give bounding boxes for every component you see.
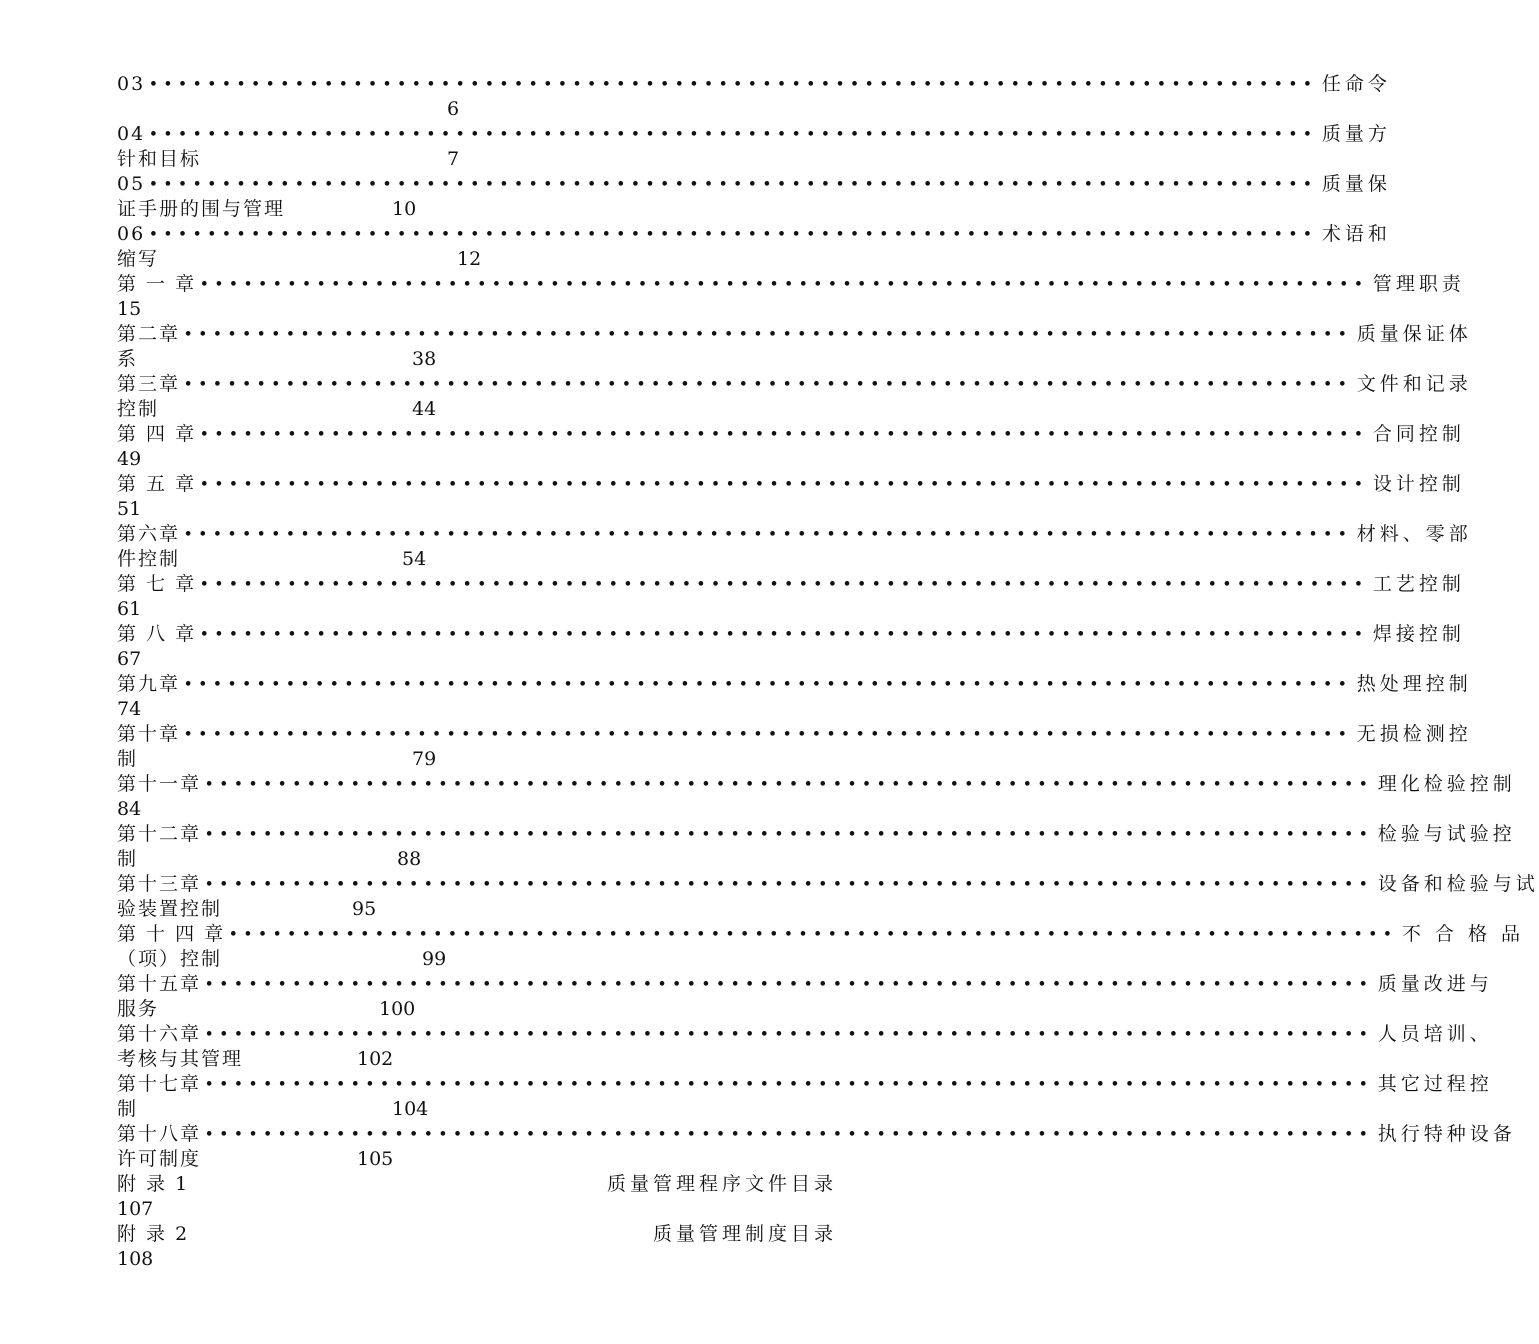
toc-entry-number: 第二章	[117, 323, 181, 345]
toc-leader-dots: ••••••••••••••••••••••••••••••••••••••••••••••••••••••••••••••••••••••••••••••••	[205, 1127, 1374, 1142]
toc-entry-continuation	[117, 897, 837, 922]
toc-entry-continuation	[117, 447, 837, 472]
toc-entry-line	[117, 122, 1391, 147]
toc-entry-title: 理化检验控制	[1377, 773, 1516, 795]
toc-entry-title: 工艺控制	[1372, 573, 1465, 595]
toc-entry-title-continued: 考核与其管理	[117, 1048, 244, 1070]
toc-entry-number: 第十二章	[117, 823, 202, 845]
toc-entry-number: 附 录 2	[117, 1223, 190, 1245]
toc-entry-number: 第三章	[117, 373, 181, 395]
toc-entry[interactable]	[117, 1222, 837, 1272]
toc-leader-dots: ••••••••••••••••••••••••••••••••••••••••••••••••••••••••••••••••••••••••••••••••	[205, 827, 1374, 842]
toc-entry-number: 第十六章	[117, 1023, 202, 1045]
toc-page-number: 108	[117, 1248, 154, 1270]
toc-entry-title: 无损检测控	[1356, 723, 1472, 745]
toc-leader-dots: ••••••••••••••••••••••••••••••••••••••••••••••••••••••••••••••••••••••••••••••••	[205, 977, 1374, 992]
toc-entry-line	[117, 872, 1539, 897]
toc-entry-line	[117, 672, 1472, 697]
toc-entry-continuation	[117, 247, 837, 272]
toc-entry-continuation	[117, 1197, 837, 1222]
toc-page-number: 105	[357, 1148, 394, 1170]
toc-entry[interactable]	[117, 822, 1516, 872]
toc-page-number: 102	[357, 1048, 394, 1070]
toc-entry-continuation	[117, 697, 837, 722]
toc-entry-line	[117, 422, 1465, 447]
toc-entry-title: 质量保	[1321, 173, 1391, 195]
toc-entry[interactable]	[117, 122, 1391, 172]
toc-entry-number: 05	[117, 173, 146, 195]
toc-entry-number: 03	[117, 73, 146, 95]
toc-entry-continuation	[117, 1097, 837, 1122]
toc-leader-dots: ••••••••••••••••••••••••••••••••••••••••••••••••••••••••••••••••••••••••••••••••	[184, 327, 1353, 342]
toc-entry-line	[117, 1022, 1493, 1047]
toc-entry-continuation	[117, 347, 837, 372]
toc-entry-title: 焊接控制	[1372, 623, 1465, 645]
toc-entry-line	[117, 572, 1465, 597]
toc-entry-title: 人员培训、	[1377, 1023, 1493, 1045]
toc-entry-number: 第 四 章	[117, 423, 197, 445]
toc-entry-number: 第十七章	[117, 1073, 202, 1095]
toc-entry-continuation	[117, 197, 837, 222]
toc-entry-title-continued: 制	[117, 748, 139, 770]
toc-entry-title: 设计控制	[1372, 473, 1465, 495]
toc-entry-number: 第 一 章	[117, 273, 197, 295]
toc-entry-title: 术语和	[1321, 223, 1391, 245]
toc-page-number: 107	[117, 1198, 154, 1220]
toc-entry-continuation	[117, 147, 837, 172]
toc-leader-dots: ••••••••••••••••••••••••••••••••••••••••••••••••••••••••••••••••••••••••••••••••	[205, 877, 1374, 892]
toc-entry-line	[117, 1122, 1516, 1147]
toc-entry-number: 第十八章	[117, 1123, 202, 1145]
toc-leader-dots: ••••••••••••••••••••••••••••••••••••••••••••••••••••••••••••••••••••••••••••••••	[229, 927, 1398, 942]
toc-entry-title: 其它过程控	[1377, 1073, 1493, 1095]
toc-entry-line	[117, 1072, 1493, 1097]
toc-entry-number: 第 八 章	[117, 623, 197, 645]
toc-entry-line	[117, 772, 1516, 797]
toc-entry-title: 质量保证体	[1356, 323, 1472, 345]
toc-entry-line	[117, 722, 1472, 747]
toc-page-number: 51	[117, 498, 142, 520]
toc-entry-title-continued: 验装置控制	[117, 898, 223, 920]
toc-leader-dots: ••••••••••••••••••••••••••••••••••••••••••••••••••••••••••••••••••••••••••••••••	[200, 477, 1369, 492]
toc-leader-dots: ••••••••••••••••••••••••••••••••••••••••••••••••••••••••••••••••••••••••••••••••	[184, 727, 1353, 742]
toc-entry-title: 检验与试验控	[1377, 823, 1516, 845]
toc-entry-number: 04	[117, 123, 146, 145]
toc-entry-title-continued: 服务	[117, 998, 160, 1020]
toc-entry[interactable]	[117, 722, 1472, 772]
toc-leader-dots: ••••••••••••••••••••••••••••••••••••••••••••••••••••••••••••••••••••••••••••••••	[205, 1077, 1374, 1092]
toc-page-number: 49	[117, 448, 142, 470]
toc-page-number: 44	[412, 398, 437, 420]
toc-entry-line	[117, 222, 1391, 247]
toc-entry[interactable]	[117, 772, 1516, 822]
toc-leader-dots: ••••••••••••••••••••••••••••••••••••••••••••••••••••••••••••••••••••••••••••••••	[149, 127, 1318, 142]
toc-entry[interactable]	[117, 872, 1539, 922]
toc-leader-dots: ••••••••••••••••••••••••••••••••••••••••••••••••••••••••••••••••••••••••••••••••	[200, 577, 1369, 592]
toc-entry-title: 不 合 格 品	[1401, 923, 1524, 945]
toc-leader-dots: ••••••••••••••••••••••••••••••••••••••••••••••••••••••••••••••••••••••••••••••••	[184, 527, 1353, 542]
toc-entry-continuation	[117, 297, 837, 322]
toc-entry[interactable]	[117, 72, 1391, 122]
toc-entry[interactable]	[117, 472, 1465, 522]
toc-entry[interactable]	[117, 622, 1465, 672]
toc-entry-title: 质量管理制度目录	[652, 1223, 837, 1245]
toc-entry-title: 任命令	[1321, 73, 1391, 95]
toc-entry-line	[117, 172, 1391, 197]
toc-page-number: 12	[457, 248, 482, 270]
toc-entry[interactable]	[117, 322, 1472, 372]
toc-entry-title-continued: 制	[117, 1098, 139, 1120]
toc-entry-title: 管理职责	[1372, 273, 1465, 295]
toc-entry-continuation	[117, 597, 837, 622]
toc-page-number: 10	[392, 198, 417, 220]
toc-entry-line	[117, 1172, 837, 1197]
toc-entry-title-continued: 许可制度	[117, 1148, 202, 1170]
toc-entry-line	[117, 272, 1465, 297]
toc-entry-continuation	[117, 97, 837, 122]
toc-entry[interactable]	[117, 922, 1524, 972]
toc-entry-number: 第九章	[117, 673, 181, 695]
toc-entry-line	[117, 322, 1472, 347]
toc-page-number: 67	[117, 648, 142, 670]
toc-entry[interactable]	[117, 972, 1493, 1022]
toc-entry-line	[117, 922, 1524, 947]
toc-entry-line	[117, 1222, 837, 1247]
toc-entry-title-continued: 证手册的围与管理	[117, 198, 286, 220]
toc-entry[interactable]	[117, 222, 1391, 272]
toc-entry-continuation	[117, 547, 837, 572]
toc-entry-continuation	[117, 647, 837, 672]
toc-leader-dots: ••••••••••••••••••••••••••••••••••••••••••••••••••••••••••••••••••••••••••••••••	[200, 427, 1369, 442]
toc-entry-title: 材料、零部	[1356, 523, 1472, 545]
toc-entry[interactable]	[117, 1172, 837, 1222]
toc-entry-continuation	[117, 1047, 837, 1072]
toc-leader-dots: ••••••••••••••••••••••••••••••••••••••••••••••••••••••••••••••••••••••••••••••••	[149, 227, 1318, 242]
toc-entry-continuation	[117, 947, 837, 972]
toc-page-number: 84	[117, 798, 142, 820]
toc-entry-line	[117, 472, 1465, 497]
toc-leader-dots: ••••••••••••••••••••••••••••••••••••••••••••••••••••••••••••••••••••••••••••••••	[149, 177, 1318, 192]
toc-entry-continuation	[117, 1247, 837, 1272]
toc-page-number: 38	[412, 348, 437, 370]
toc-page-number: 74	[117, 698, 142, 720]
toc-entry-number: 第十一章	[117, 773, 202, 795]
toc-leader-dots: ••••••••••••••••••••••••••••••••••••••••••••••••••••••••••••••••••••••••••••••••	[205, 777, 1374, 792]
toc-entry-title: 质量方	[1321, 123, 1391, 145]
toc-entry-continuation	[117, 997, 837, 1022]
toc-entry-number: 附 录 1	[117, 1173, 190, 1195]
toc-leader-dots: ••••••••••••••••••••••••••••••••••••••••••••••••••••••••••••••••••••••••••••••••	[200, 627, 1369, 642]
toc-entry-line	[117, 822, 1516, 847]
toc-entry[interactable]	[117, 1122, 1516, 1172]
toc-page-number: 7	[447, 148, 460, 170]
toc-page-number: 54	[402, 548, 427, 570]
toc-page-number: 61	[117, 598, 142, 620]
toc-page-number: 79	[412, 748, 437, 770]
toc-page-number: 100	[379, 998, 416, 1020]
toc-entry-title-continued: 缩写	[117, 248, 160, 270]
toc-entry-continuation	[117, 1147, 837, 1172]
toc-entry[interactable]	[117, 672, 1472, 722]
toc-entry-number: 06	[117, 223, 146, 245]
toc-entry[interactable]	[117, 272, 1465, 322]
toc-entry-number: 第十三章	[117, 873, 202, 895]
toc-entry[interactable]	[117, 522, 1472, 572]
toc-entry-line	[117, 372, 1472, 397]
toc-page-number: 88	[397, 848, 422, 870]
toc-entry[interactable]	[117, 572, 1465, 622]
toc-entry-title-continued: 系	[117, 348, 139, 370]
toc-entry-number: 第十章	[117, 723, 181, 745]
toc-entry[interactable]	[117, 372, 1472, 422]
toc-entry-line	[117, 622, 1465, 647]
toc-entry-title: 文件和记录	[1356, 373, 1472, 395]
toc-entry-number: 第 十 四 章	[117, 923, 226, 945]
toc-leader-dots: ••••••••••••••••••••••••••••••••••••••••••••••••••••••••••••••••••••••••••••••••	[184, 377, 1353, 392]
table-of-contents	[117, 72, 1539, 1272]
toc-leader-dots: ••••••••••••••••••••••••••••••••••••••••••••••••••••••••••••••••••••••••••••••••	[200, 277, 1369, 292]
toc-entry-line	[117, 972, 1493, 997]
toc-leader-dots: ••••••••••••••••••••••••••••••••••••••••••••••••••••••••••••••••••••••••••••••••	[205, 1027, 1374, 1042]
toc-entry-title: 质量管理程序文件目录	[606, 1173, 837, 1195]
toc-entry-number: 第 五 章	[117, 473, 197, 495]
toc-entry-title: 合同控制	[1372, 423, 1465, 445]
toc-entry[interactable]	[117, 422, 1465, 472]
toc-entry-title: 设备和检验与试	[1377, 873, 1539, 895]
toc-entry-continuation	[117, 797, 837, 822]
toc-entry-continuation	[117, 497, 837, 522]
toc-entry-continuation	[117, 847, 837, 872]
toc-page-number: 99	[422, 948, 447, 970]
toc-entry-title-continued: 针和目标	[117, 148, 202, 170]
toc-entry-continuation	[117, 747, 837, 772]
toc-page-number: 15	[117, 298, 142, 320]
toc-entry-title: 执行特种设备	[1377, 1123, 1516, 1145]
toc-page-number: 104	[392, 1098, 429, 1120]
toc-page-number: 6	[447, 98, 460, 120]
toc-entry-line	[117, 72, 1391, 97]
toc-entry[interactable]	[117, 172, 1391, 222]
toc-entry-title: 质量改进与	[1377, 973, 1493, 995]
toc-entry-number: 第六章	[117, 523, 181, 545]
toc-entry-title-continued: （项）控制	[117, 948, 223, 970]
toc-leader-dots: ••••••••••••••••••••••••••••••••••••••••••••••••••••••••••••••••••••••••••••••••	[149, 77, 1318, 92]
toc-entry-number: 第十五章	[117, 973, 202, 995]
toc-entry-title: 热处理控制	[1356, 673, 1472, 695]
toc-entry-title-continued: 件控制	[117, 548, 181, 570]
toc-page-number: 95	[352, 898, 377, 920]
toc-leader-dots: ••••••••••••••••••••••••••••••••••••••••••••••••••••••••••••••••••••••••••••••••	[184, 677, 1353, 692]
toc-entry[interactable]	[117, 1022, 1493, 1072]
toc-entry-title-continued: 制	[117, 848, 139, 870]
toc-entry-line	[117, 522, 1472, 547]
toc-entry[interactable]	[117, 1072, 1493, 1122]
toc-entry-number: 第 七 章	[117, 573, 197, 595]
toc-entry-title-continued: 控制	[117, 398, 160, 420]
toc-entry-continuation	[117, 397, 837, 422]
